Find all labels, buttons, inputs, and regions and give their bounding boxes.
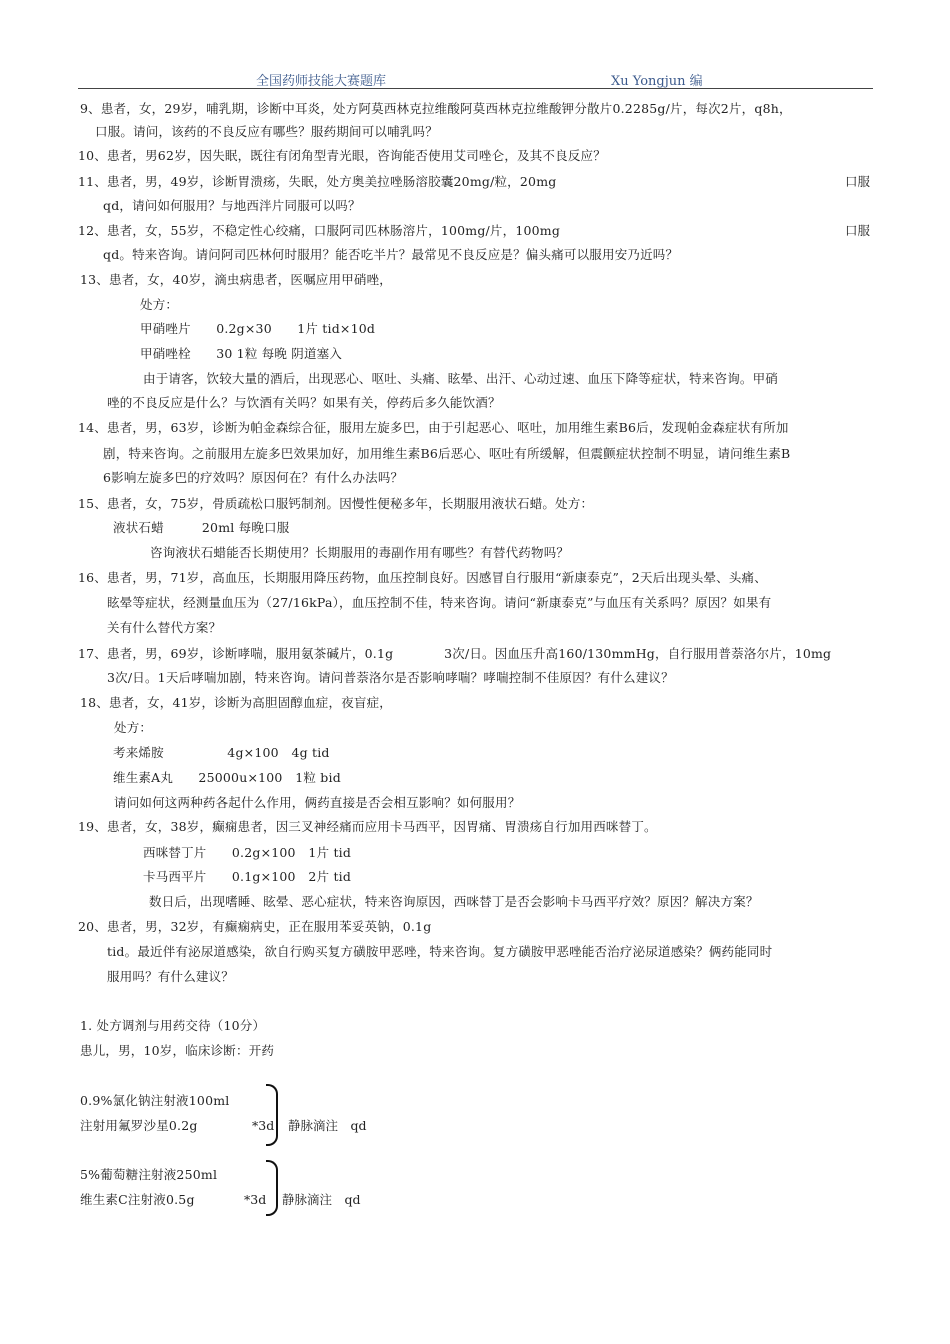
rx-item: 维生素C注射液0.5g [80,1192,195,1207]
header-right: Xu Yongjun 编 [611,74,703,89]
rx-route: 静脉滴注 qd [288,1118,367,1133]
right-brace [266,1084,278,1146]
text-line: 甲硝唑栓 30 1粒 每晚 阴道塞入 [140,346,343,361]
text-line: 关有什么替代方案？ [107,620,222,635]
text-line: 服用吗？有什么建议？ [107,969,235,984]
rx-item: 0.9%氯化钠注射液100ml [80,1093,230,1108]
text-line: tid。最近伴有泌尿道感染，欲自行购买复方磺胺甲恶唑，特来咨询。复方磺胺甲恶唑能否治疗泌尿道感染？俩药能同时 [107,944,773,959]
text-line: 18、患者，女，41岁，诊断为高胆固醇血症，夜盲症， [80,695,393,710]
text-line: 请问如何这两种药各起什么作用，俩药直接是否会相互影响？如何服用？ [114,795,521,810]
text-line: 液状石蜡 20ml 每晚口服 [113,520,290,535]
text-line: 15、患者，女，75岁，骨质疏松口服钙制剂。因慢性便秘多年，长期服用液状石蜡。处方： [78,496,594,511]
text-line: 9、患者，女，29岁，哺乳期，诊断中耳炎，处方阿莫西林克拉维酸阿莫西林克拉维酸钾分散片0.2285g/片，每次2片，q8h， [80,101,792,116]
text-line: 西咪替丁片 0.2g×100 1片 tid [143,845,352,860]
rx-item: 注射用氟罗沙星0.2g [80,1118,198,1133]
text-line: 患儿，男，10岁，临床诊断：开药 [80,1043,275,1058]
text-line: 20、患者，男，32岁，有癫痫病史，正在服用苯妥英钠，0.1g [78,919,432,934]
text-line: 咨询液状石蜡能否长期使用？长期服用的毒副作用有哪些？有替代药物吗？ [150,545,570,560]
text-line: 10、患者，男62岁，因失眠，既往有闭角型青光眼，咨询能否使用艾司唑仑，及其不良反应？ [78,148,606,163]
text-line: 考来烯胺 4g×100 4g tid [113,745,330,760]
rx-times: *3d [244,1192,267,1207]
text-line: 处方： [140,297,179,312]
text-line: 19、患者，女，38岁，癫痫患者，因三叉神经痛而应用卡马西平，因胃痛、胃溃疡自行加用西咪替丁。 [78,819,657,834]
text-line: qd，请问如何服用？与地西泮片同服可以吗？ [103,198,361,213]
text-line: 6影响左旋多巴的疗效吗？原因何在？有什么办法吗？ [103,470,404,485]
rx-times: *3d [252,1118,275,1133]
right-brace [266,1160,278,1216]
text-line: 眩晕等症状，经测量血压为（27/16kPa），血压控制不佳，特来咨询。请问“新康泰克”与血压有关系吗？原因？如果有 [107,595,772,610]
text-line: 17、患者，男，69岁，诊断哮喘，服用氨茶碱片，0.1g 3次/日。因血压升高160/130mmHg，自行服用普萘洛尔片，10mg [78,646,832,661]
text-line: 13、患者，女，40岁，滴虫病患者，医嘱应用甲硝唑， [80,272,393,287]
text-line: 维生素A丸 25000u×100 1粒 bid [113,770,341,785]
text-line: 12、患者，女，55岁，不稳定性心绞痛，口服阿司匹林肠溶片，100mg/片，100mg [78,223,561,238]
header-rule [78,88,873,89]
text-line: 卡马西平片 0.1g×100 2片 tid [143,869,352,884]
text-line: 14、患者，男，63岁，诊断为帕金森综合征，服用左旋多巴，由于引起恶心、呕吐，加用维生素B6后，发现帕金森症状有所加 [78,420,789,435]
section-title: 1. 处方调剂与用药交待（10分） [80,1018,266,1033]
header-left: 全国药师技能大赛题库 [256,74,387,89]
text-line: 由于请客，饮较大量的酒后，出现恶心、呕吐、头痛、眩晕、出汗、心动过速、血压下降等症状，特来咨询。甲硝 [143,371,779,386]
text-line: qd。特来咨询。请问阿司匹林何时服用？能否吃半片？最常见不良反应是？偏头痛可以服用安乃近吗？ [103,247,679,262]
text-line: 11、患者，男，49岁，诊断胃溃疡，失眠，处方奥美拉唑肠溶胶囊20mg/粒，20mg [78,174,557,189]
text-line: 口服。请问，该药的不良反应有哪些？服药期间可以哺乳吗？ [95,124,438,139]
right-tag: 口服 [845,174,871,189]
text-line: 甲硝唑片 0.2g×30 1片 tid×10d [140,321,376,336]
text-line: 唑的不良反应是什么？与饮酒有关吗？如果有关，停药后多久能饮酒？ [107,395,501,410]
text-line: 16、患者，男，71岁，高血压，长期服用降压药物，血压控制良好。因感冒自行服用“新康泰克”，2天后出现头晕、头痛、 [78,570,767,585]
right-tag: 口服 [845,223,871,238]
text-line: 3次/日。1天后哮喘加剧，特来咨询。请问普萘洛尔是否影响哮喘？哮喘控制不佳原因？有什么建议？ [107,670,674,685]
text-line: 处方： [114,720,153,735]
rx-route: 静脉滴注 qd [282,1192,361,1207]
text-line: 数日后，出现嗜睡、眩晕、恶心症状，特来咨询原因，西咪替丁是否会影响卡马西平疗效？原因？解决方案？ [149,894,759,909]
text-line: 剧，特来咨询。之前服用左旋多巴效果加好，加用维生素B6后恶心、呕吐有所缓解，但震颤症状控制不明显，请问维生素B [103,446,791,461]
rx-item: 5%葡萄糖注射液250ml [80,1167,218,1182]
